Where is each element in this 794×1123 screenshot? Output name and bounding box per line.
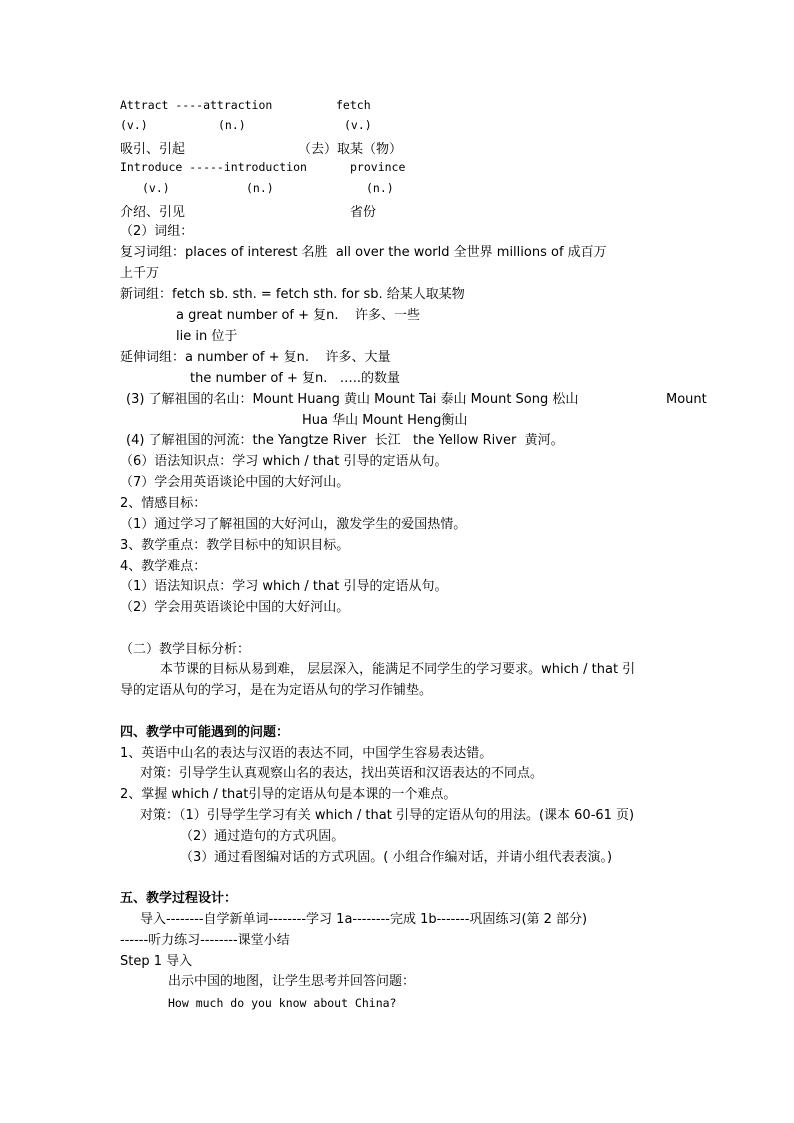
- review-phrases: 复习词组：places of interest 名胜 all over the world 全世界 millions of 成百万: [120, 245, 607, 260]
- new-phrase-item: lie in 位于: [176, 329, 238, 344]
- new-phrase-item: a great number of + 复n. 许多、一些: [176, 308, 421, 323]
- section-five-heading: 五、教学过程设计：: [120, 891, 238, 906]
- mountains-line-cont: Hua 华山 Mount Heng衡山: [302, 413, 468, 428]
- step-instruction: 出示中国的地图，让学生思考并回答问题：: [168, 974, 416, 989]
- solution-item: 对策：引导学生认真观察山名的表达，找出英语和汉语表达的不同点。: [140, 766, 544, 781]
- vocab-province: province: [350, 160, 406, 174]
- solution-item: （3）通过看图编对话的方式巩固。( 小组合作编对话，并请小组代表表演。): [180, 850, 613, 865]
- step-heading: Step 1 导入: [120, 954, 193, 969]
- vocab-fetch: fetch: [336, 98, 371, 112]
- new-phrases: 新词组：fetch sb. sth. = fetch sth. for sb. 给某人取某物: [120, 287, 465, 302]
- pos-label: (n.): [246, 181, 274, 195]
- section-four-heading: 四、教学中可能遇到的问题：: [120, 725, 290, 740]
- key-points: 3、教学重点：教学目标中的知识目标。: [120, 538, 350, 553]
- vocab-meaning: （去）取某（物）: [298, 142, 403, 157]
- grammar-point: （6）语法知识点：学习 which / that 引导的定语从句。: [120, 454, 448, 469]
- pos-label: (n.): [218, 118, 246, 132]
- emotional-goal: （1）通过学习了解祖国的大好河山，激发学生的爱国热情。: [120, 517, 467, 532]
- extended-phrase-item: the number of + 复n. …..的数量: [190, 371, 401, 386]
- solution-item: 对策：（1）引导学生学习有关 which / that 引导的定语从句的用法。(课本 60-61 页): [140, 808, 635, 823]
- pos-label: (v.): [120, 118, 148, 132]
- section-heading: 4、教学难点：: [120, 559, 207, 574]
- difficult-point: （1）语法知识点：学习 which / that 引导的定语从句。: [120, 579, 448, 594]
- review-phrases-cont: 上千万: [120, 266, 160, 281]
- vocab-meaning: 吸引、引起: [120, 142, 186, 157]
- speaking-goal: （7）学会用英语谈论中国的大好河山。: [120, 475, 350, 490]
- vocab-meaning: 省份: [350, 205, 377, 220]
- vocab-attract: Attract ----attraction: [120, 98, 273, 112]
- problem-item: 1、英语中山名的表达与汉语的表达不同，中国学生容易表达错。: [120, 746, 493, 761]
- pos-label: (n.): [366, 181, 394, 195]
- analysis-heading: （二）教学目标分析：: [120, 642, 251, 657]
- vocab-introduce: Introduce -----introduction: [120, 160, 307, 174]
- problem-item: 2、掌握 which / that引导的定语从句是本课的一个难点。: [120, 787, 457, 802]
- extended-phrases: 延伸词组：a number of + 复n. 许多、大量: [120, 350, 391, 365]
- solution-item: （2）通过造句的方式巩固。: [180, 829, 345, 844]
- pos-label: (v.): [142, 181, 170, 195]
- phrase-heading: （2）词组：: [120, 224, 194, 239]
- process-flow: 导入--------自学新单词--------学习 1a--------完成 1b-------巩固练习(第 2 部分): [140, 912, 588, 927]
- analysis-text-cont: 导的定语从句的学习，是在为定语从句的学习作铺垫。: [120, 683, 433, 698]
- process-flow-cont: ------听力练习--------课堂小结: [120, 933, 290, 948]
- vocab-meaning: 介绍、引见: [120, 205, 186, 220]
- analysis-text: 本节课的目标从易到难， 层层深入，能满足不同学生的学习要求。which / that 引: [160, 662, 636, 677]
- mountains-line-end: Mount: [666, 392, 707, 407]
- section-heading: 2、情感目标：: [120, 496, 207, 511]
- difficult-point: （2）学会用英语谈论中国的大好河山。: [120, 600, 350, 615]
- step-question: How much do you know about China?: [168, 996, 397, 1010]
- mountains-line: (3) 了解祖国的名山：Mount Huang 黄山 Mount Tai 泰山 Mount Song 松山: [126, 392, 579, 407]
- rivers-line: (4) 了解祖国的河流：the Yangtze River 长江 the Yellow River 黄河。: [126, 433, 564, 448]
- pos-label: (v.): [344, 118, 372, 132]
